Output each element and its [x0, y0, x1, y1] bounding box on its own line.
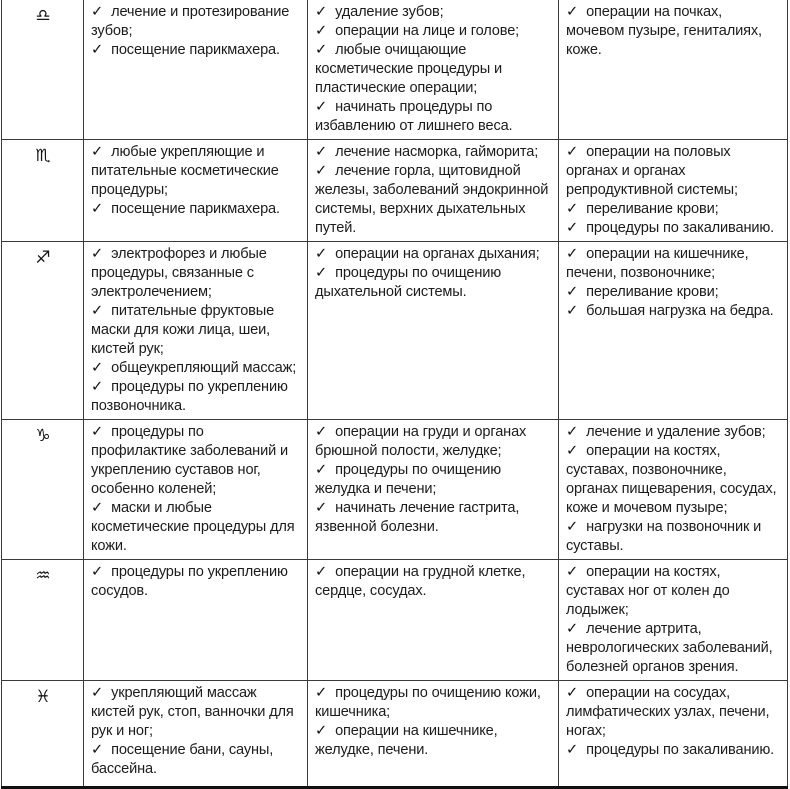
item-text: процедуры по укреплению сосудов.: [91, 564, 288, 599]
list-item: [566, 563, 781, 620]
checkmark-icon: ✓: [91, 424, 104, 440]
zodiac-procedures-table: [1, 0, 788, 789]
checkmark-icon: ✓: [315, 42, 328, 58]
item-text: процедуры по профилактике заболеваний и укреплению суставов ног, особенно коленей;: [91, 424, 288, 497]
list-item: [315, 22, 552, 41]
list-item: [91, 143, 301, 200]
checkmark-icon: ✓: [566, 144, 579, 160]
item-text: процедуры по очищению кожи, кишечника;: [315, 685, 541, 720]
list-item: [91, 741, 301, 779]
item-text: укрепляющий массаж кистей рук, стоп, ванночки для рук и ног;: [91, 685, 294, 739]
checkmark-icon: ✓: [566, 220, 579, 236]
checkmark-icon: ✓: [566, 201, 579, 217]
checkmark-icon: ✓: [566, 284, 579, 300]
list-item: [566, 442, 781, 518]
checkmark-icon: ✓: [91, 360, 104, 376]
cell-capricorn-col2: [308, 420, 559, 560]
list-item: [566, 741, 781, 760]
table-row-capricorn: [2, 420, 788, 560]
cell-aquarius-col2: [308, 560, 559, 681]
list-item: [315, 264, 552, 302]
pisces-sign-cell: [2, 681, 84, 788]
cell-scorpio-col1: [84, 140, 308, 242]
list-item: [315, 41, 552, 98]
item-text: процедуры по очищению дыхательной системы.: [315, 265, 502, 300]
list-item: [566, 423, 781, 442]
item-text: операции на костях, суставах ног от колен до лодыжек;: [566, 564, 730, 618]
list-item: [315, 98, 552, 136]
list-item: [315, 3, 552, 22]
item-text: процедуры по закаливанию.: [586, 220, 775, 236]
list-item: [91, 684, 301, 741]
cell-capricorn-col3: [559, 420, 788, 560]
item-text: начинать процедуры по избавлению от лишнего веса.: [315, 99, 513, 134]
item-text: лечение артрита, неврологических заболеваний, болезней органов зрения.: [566, 621, 773, 675]
cell-libra-col1: [84, 0, 308, 140]
item-text: операции на кишечнике, печени, позвоночнике;: [566, 246, 749, 281]
checkmark-icon: ✓: [91, 246, 104, 262]
cell-pisces-col2: [308, 681, 559, 788]
aquarius-sign-cell: [2, 560, 84, 681]
item-text: операции на лице и голове;: [335, 23, 520, 39]
item-text: электрофорез и любые процедуры, связанные с электролечением;: [91, 246, 267, 300]
list-item: [566, 200, 781, 219]
list-item: [566, 3, 781, 60]
item-text: большая нагрузка на бедра.: [586, 303, 774, 319]
item-text: операции на кишечнике, желудке, печени.: [315, 723, 498, 758]
item-text: начинать лечение гастрита, язвенной болезни.: [315, 500, 520, 535]
checkmark-icon: ✓: [315, 163, 328, 179]
cell-sagittarius-col1: [84, 242, 308, 420]
list-item: [566, 245, 781, 283]
item-text: процедуры по закаливанию.: [586, 742, 775, 758]
checkmark-icon: ✓: [566, 424, 579, 440]
sagittarius-sign-cell: [2, 242, 84, 420]
list-item: [91, 423, 301, 499]
list-item: [566, 684, 781, 741]
checkmark-icon: ✓: [566, 621, 579, 637]
list-item: [91, 563, 301, 601]
cell-aquarius-col3: [559, 560, 788, 681]
list-item: [566, 143, 781, 200]
scorpio-icon: ♏: [35, 146, 51, 166]
item-text: операции на органах дыхания;: [335, 246, 540, 262]
cell-sagittarius-col2: [308, 242, 559, 420]
cell-pisces-col3: [559, 681, 788, 788]
cell-scorpio-col2: [308, 140, 559, 242]
item-text: операции на почках, мочевом пузыре, гениталиях, коже.: [566, 4, 762, 58]
item-text: лечение и удаление зубов;: [586, 424, 766, 440]
table-body: [2, 0, 788, 788]
aquarius-icon: ♒: [35, 566, 51, 586]
item-text: удаление зубов;: [335, 4, 444, 20]
checkmark-icon: ✓: [566, 564, 579, 580]
libra-sign-cell: [2, 0, 84, 140]
list-item: [315, 143, 552, 162]
list-item: [315, 684, 552, 722]
cell-aquarius-col1: [84, 560, 308, 681]
list-item: [91, 499, 301, 556]
cell-libra-col3: [559, 0, 788, 140]
item-text: операции на костях, суставах, позвоночнике, органах пищеварения, сосудах, коже и мочевом пузыре;: [566, 443, 777, 516]
list-item: [315, 563, 552, 601]
checkmark-icon: ✓: [315, 99, 328, 115]
cell-libra-col2: [308, 0, 559, 140]
scorpio-sign-cell: [2, 140, 84, 242]
checkmark-icon: ✓: [315, 4, 328, 20]
item-text: операции на половых органах и органах репродуктивной системы;: [566, 144, 738, 198]
checkmark-icon: ✓: [566, 4, 579, 20]
checkmark-icon: ✓: [566, 246, 579, 262]
checkmark-icon: ✓: [315, 500, 328, 516]
capricorn-icon: ♑: [35, 426, 51, 446]
item-text: питательные фруктовые маски для кожи лица, шеи, кистей рук;: [91, 303, 275, 357]
cell-pisces-col1: [84, 681, 308, 788]
checkmark-icon: ✓: [566, 303, 579, 319]
checkmark-icon: ✓: [315, 462, 328, 478]
list-item: [566, 518, 781, 556]
cell-sagittarius-col3: [559, 242, 788, 420]
checkmark-icon: ✓: [566, 685, 579, 701]
item-text: лечение насморка, гайморита;: [335, 144, 539, 160]
checkmark-icon: ✓: [566, 742, 579, 758]
item-text: нагрузки на позвоночник и суставы.: [566, 519, 762, 554]
checkmark-icon: ✓: [91, 144, 104, 160]
item-text: процедуры по укреплению позвоночника.: [91, 379, 288, 414]
item-text: операции на сосудах, лимфатических узлах, печени, ногах;: [566, 685, 770, 739]
list-item: [315, 722, 552, 760]
libra-icon: ♎: [35, 6, 51, 26]
item-text: процедуры по очищению желудка и печени;: [315, 462, 502, 497]
checkmark-icon: ✓: [315, 246, 328, 262]
table-row-pisces: [2, 681, 788, 788]
checkmark-icon: ✓: [91, 742, 104, 758]
checkmark-icon: ✓: [315, 144, 328, 160]
checkmark-icon: ✓: [566, 443, 579, 459]
item-text: лечение горла, щитовидной железы, заболеваний эндокринной системы, верхних дыхательных путей.: [315, 163, 549, 236]
item-text: операции на грудной клетке, сердце, сосудах.: [315, 564, 526, 599]
item-text: операции на груди и органах брюшной полости, желудке;: [315, 424, 527, 459]
sagittarius-icon: ♐: [35, 248, 51, 268]
list-item: [566, 283, 781, 302]
checkmark-icon: ✓: [315, 265, 328, 281]
item-text: общеукрепляющий массаж;: [111, 360, 297, 376]
item-text: переливание крови;: [586, 201, 719, 217]
checkmark-icon: ✓: [315, 564, 328, 580]
list-item: [91, 245, 301, 302]
item-text: посещение парикмахера.: [111, 42, 280, 58]
checkmark-icon: ✓: [91, 685, 104, 701]
item-text: маски и любые косметические процедуры для кожи.: [91, 500, 295, 554]
list-item: [91, 41, 301, 60]
item-text: посещение парикмахера.: [111, 201, 280, 217]
table-row-sagittarius: [2, 242, 788, 420]
list-item: [566, 219, 781, 238]
checkmark-icon: ✓: [91, 564, 104, 580]
item-text: посещение бани, сауны, бассейна.: [91, 742, 274, 777]
list-item: [91, 302, 301, 359]
list-item: [315, 423, 552, 461]
table-row-libra: [2, 0, 788, 140]
checkmark-icon: ✓: [315, 23, 328, 39]
list-item: [91, 200, 301, 219]
list-item: [91, 3, 301, 41]
checkmark-icon: ✓: [315, 685, 328, 701]
checkmark-icon: ✓: [91, 201, 104, 217]
list-item: [315, 461, 552, 499]
list-item: [91, 359, 301, 378]
cell-capricorn-col1: [84, 420, 308, 560]
checkmark-icon: ✓: [315, 424, 328, 440]
checkmark-icon: ✓: [91, 303, 104, 319]
item-text: любые очищающие косметические процедуры и пластические операции;: [315, 42, 503, 96]
item-text: переливание крови;: [586, 284, 719, 300]
table-row-scorpio: [2, 140, 788, 242]
item-text: лечение и протезирование зубов;: [91, 4, 290, 39]
list-item: [315, 499, 552, 537]
checkmark-icon: ✓: [91, 4, 104, 20]
list-item: [566, 620, 781, 677]
checkmark-icon: ✓: [91, 42, 104, 58]
table-row-aquarius: [2, 560, 788, 681]
item-text: любые укрепляющие и питательные косметические процедуры;: [91, 144, 279, 198]
list-item: [91, 378, 301, 416]
cell-scorpio-col3: [559, 140, 788, 242]
capricorn-sign-cell: [2, 420, 84, 560]
checkmark-icon: ✓: [566, 519, 579, 535]
pisces-icon: ♓: [35, 687, 51, 707]
list-item: [315, 245, 552, 264]
checkmark-icon: ✓: [91, 379, 104, 395]
checkmark-icon: ✓: [315, 723, 328, 739]
checkmark-icon: ✓: [91, 500, 104, 516]
list-item: [566, 302, 781, 321]
list-item: [315, 162, 552, 238]
